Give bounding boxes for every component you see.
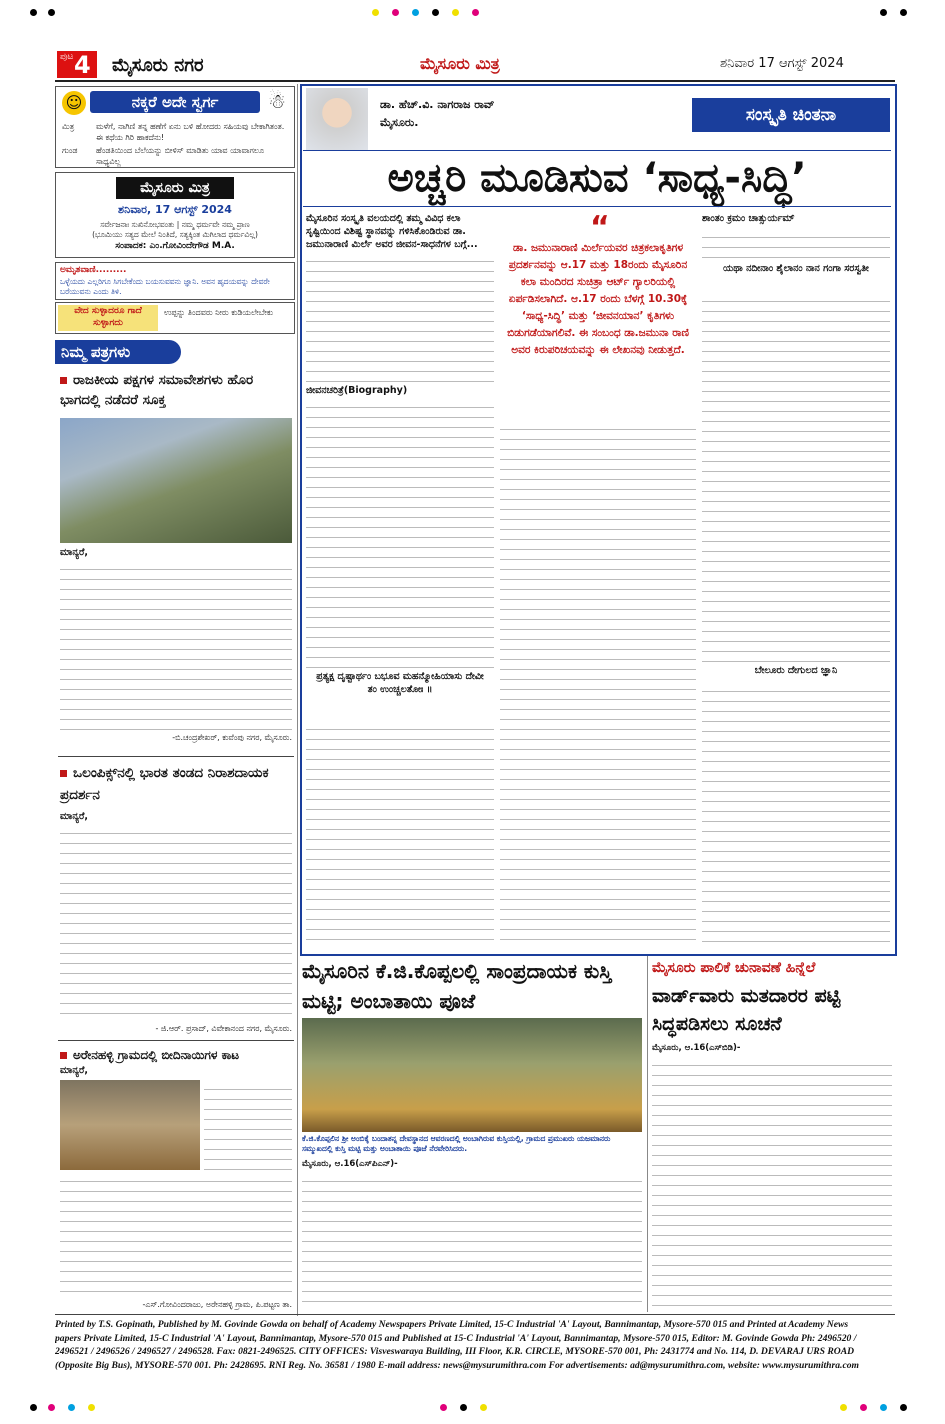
veda-box [55,302,295,334]
page-label: ಪುಟ [60,52,74,62]
letter-3-headline: ಅರೇನಹಳ್ಳಿ ಗ್ರಾಮದಲ್ಲಿ ಬೀದಿನಾಯಿಗಳ ಕಾಟ [73,1048,240,1062]
feature-verse: ಪ್ರತ್ಯಕ್ಷ ದೃಷ್ಟಾರ್ಥಂ ಬಭೂವ ಮಹನ್ಮೋಹಿಯಾಸು ದೇವೀ ತಂ ಉಂಚ್ಚಲತೋಃ ॥ [316,671,484,695]
divider [58,756,294,757]
stray-dogs-photo [60,1080,200,1170]
pullquote: ಡಾ. ಜಮುನಾರಾಣಿ ಮಿರ್ಲೆಯವರ ಚಿತ್ರಕಲಾಕೃತಿಗಳ ಪ್ರದರ್ಶನವನ್ನು ಆ.17 ಮತ್ತು 18ರಂದು ಮೈಸೂರಿನ ಕಲಾ ಮಂದಿರದ ಸುಚಿತ್ರಾ ಆರ್ಟ್ ಗ್ಯಾಲರಿಯಲ್ಲಿ ಏರ್ಪಡಿಸಲಾಗಿದೆ. ಆ.17 ರಂದು ಬೆಳಗ್ಗೆ 10.30ಕ್ಕೆ ‘ಸಾಧ್ಯ-ಸಿದ್ಧಿ’ ಮತ್ತು ‘ಜೀವನಯಾನ’ ಕೃತಿಗಳು ಬಿಡುಗಡೆಯಾಗಲಿವೆ. ಈ ಸಂಬಂಧ ಡಾ.ಜಮುನಾ ರಾಣಿ ಅವರ ಕಿರುಪರಿಚಯವನ್ನು ಈ ಲೇಖನವು ನೀಡುತ್ತದೆ. [507,242,689,356]
letter-3-body [60,1172,292,1296]
kusti-dateline: ಮೈಸೂರು, ಆ.16(ಎಸ್‌ಪಿಎನ್)- [302,1159,398,1169]
letter-3-lead: ಮಾನ್ಯರೆ, [60,1065,88,1076]
header-date: ಶನಿವಾರ 17 ಆಗಸ್ಟ್ 2024 [720,56,844,71]
nakkare-text-1: ಮಳೆಗೆ, ನಾಗಿಣಿ ತನ್ನ ಹಣೆಗೆ ಏನು ಬಳಿ ಹೋದರು ಸಹಿಯವು ಬೇಕಾಗಿತಂತ. ಈ ಕಥೆಯ ಗಿರಿ ಹಾಕದೆನು! [96,122,285,142]
imprint-line-4: (Opposite Big Bus), MYSORE-570 001. Ph: 2428695. RNI Reg. No. 36581 / 1980 E-mail address: news@mysurumithra.com For advertisements: ad@mysurumithra.com, website: www.mysurumithra.com [55,1359,859,1371]
veda-left: ವೇದ ಸುಳ್ಳಾದರೂ ಗಾದೆ ಸುಳ್ಳಾಗದು [58,305,158,331]
letter-2-signature: - ಜಿ.ಆರ್. ಪ್ರಸಾದ್, ವಿವೇಕಾನಂದ ನಗರ, ಮೈಸೂರು. [155,1024,292,1033]
bullet-icon [60,770,67,777]
kusti-body [302,1172,642,1310]
letter-2-title [60,762,290,806]
letter-3-title [60,1046,290,1064]
cartoon-icon: ☃ [268,89,286,113]
bullet-icon [60,377,67,384]
column-divider [647,956,648,1312]
masthead: ಮೈಸೂರು ಮಿತ್ರ [420,54,500,73]
election-body [652,1056,892,1310]
imprint-line-1: Printed by T.S. Gopinath, Published by M. Govinde Gowda on behalf of Academy Newspapers Private Limited, 15-C Industrial 'A' Layout, Bannimantap, Mysore-570 015 and Printed at Academy News [55,1319,849,1330]
amrutavani-box [55,262,295,300]
feature-lead: ಮೈಸೂರಿನ ಸಂಸ್ಕೃತಿ ವಲಯದಲ್ಲಿ ತಮ್ಮ ವಿವಿಧ ಕಲಾ ಸೃಷ್ಟಿಯಿಂದ ವಿಶಿಷ್ಟ ಸ್ಥಾನವನ್ನು ಗಳಿಸಿಕೊಂಡಿರುವ ಡಾ. ಜಮುನಾರಾಣಿ ಮಿರ್ಲೆ ಅವರ ಜೀವನ-ಸಾಧನೆಗಳ ಬಗ್ಗೆ... [306,213,478,250]
right-quote-2: ಬೇಲೂರು ದೇಗುಲದ ಜ್ಞಾನಿ [754,665,838,676]
imprint-line-2: papers Private Limited, 15-C Industrial 'A' Layout, Bannimantap, Mysore-570 015 and Published at 15-C Industrial 'A' Layout, Bannimantap, Mysore-570 015, Editor: M. Govinde Gowda Ph: 2496520 / [55,1332,857,1344]
letter-2-headline: ಒಲಂಪಿಕ್ಸ್‌ನಲ್ಲಿ ಭಾರತ ತಂಡದ ನಿರಾಶದಾಯಕ ಪ್ರದರ್ಶನ [60,765,269,803]
rally-photo [60,418,292,543]
election-headline: ವಾರ್ಡ್‌ವಾರು ಮತದಾರರ ಪಟ್ಟಿ ಸಿದ್ಧಪಡಿಸಲು ಸೂಚನೆ [652,985,841,1035]
election-kicker: ಮೈಸೂರು ಪಾಲಿಕೆ ಚುನಾವಣೆ ಹಿನ್ನೆಲೆ [652,960,816,976]
laugh-icon: ☺ [62,91,86,115]
masthead-editor: ಸಂಪಾದಕ: ಎಂ.ಗೋವಿಂದೇಗೌಡ M.A. [115,241,235,251]
nakkare-title: ನಕ್ಕರೆ ಅದೇ ಸ್ವರ್ಗ [90,91,260,113]
letter-1-headline: ರಾಜಕೀಯ ಪಕ್ಷಗಳ ಸಮಾವೇಶಗಳು ಹೊರ ಭಾಗದಲ್ಲಿ ನಡೆದರೆ ಸೂಕ್ತ [60,372,254,408]
kusti-headline: ಮೈಸೂರಿನ ಕೆ.ಜಿ.ಕೊಪ್ಪಲಲ್ಲಿ ಸಾಂಪ್ರದಾಯಕ ಕುಸ್ತಿ ಮಟ್ಟಿ; ಅಂಬಾತಾಯಿ ಪೂಜೆ [302,959,612,1013]
feature-col1-text-a [306,252,494,382]
masthead-motto-1: ಸರ್ವೇಜನಾಃ ಸುಖಿನೋಭವಂತು | ನಮ್ಮ ಧರ್ಮವೇ ನಮ್ಮ ಪ್ರಾಣ [100,220,250,229]
feature-headline [303,153,891,203]
feature-rule [303,150,891,151]
feature-headline-text: ಅಚ್ಚರಿ ಮೂಡಿಸುವ ‘ಸಾಧ್ಯ-ಸಿದ್ಧಿ’ [387,155,807,201]
column-title: ಸಂಸ್ಕೃತಿ ಚಿಂತನಾ [692,98,890,132]
bio-heading: ಜೀವನಚರಿತ್ರೆ(Biography) [306,385,408,396]
feature-col2-text [500,420,696,946]
letter-2-lead: ಮಾನ್ಯರೆ, [60,811,88,822]
nakkare-box [55,86,295,168]
feature-col3-text-b [702,292,890,662]
nakkare-label-2: ಗುಂಡ [62,146,78,155]
amrutavani-title: ಅಮೃತವಾಣಿ......... [60,265,127,275]
masthead-date: ಶನಿವಾರ, 17 ಆಗಸ್ಟ್ 2024 [118,203,232,216]
letter-1-title [60,370,290,410]
author-photo [306,88,368,150]
section-title: ಮೈಸೂರು ನಗರ [112,55,204,76]
letter-3-signature: -ಎಸ್.ಗೋವಿಂದರಾಜು, ಅರೇನಹಳ್ಳಿ ಗ್ರಾಮ, ಪಿ.ಪಟ್ಟಣ ತಾ. [142,1300,292,1309]
letter-3-side-text [204,1080,292,1170]
letter-1-body [60,560,292,730]
letter-1-lead: ಮಾನ್ಯರೆ, [60,547,88,558]
feature-col1-text-b [306,398,494,668]
right-quote: ಶಾಂತಂ ಕ್ರಮಂ ಚಾತ್ಸುರ್ಯಮ್ [702,213,795,224]
letter-2-body [60,824,292,1020]
imprint [55,1318,895,1372]
quote-open-icon: “ [590,210,610,245]
feature-col3-text-c [702,682,890,946]
right-verse: ಯಥಾ ನದೀನಾಂ ಶೈಲಾನಂ ನಾನ ಗಂಗಾ ಸರಸ್ವತೀ [723,263,869,274]
author-city: ಮೈಸೂರು. [380,116,419,129]
feature-rule [303,206,891,207]
letters-banner: ನಿಮ್ಮ ಪತ್ರಗಳು [55,340,181,364]
feature-col1-text-c [306,720,494,946]
column-divider [297,84,298,1316]
kusti-photo [302,1018,642,1132]
page-number: 4 [74,51,91,79]
bullet-icon [60,1052,67,1059]
imprint-line-3: 2496521 / 2496526 / 2496527 / 2496528. Fax: 0821-2496525. CITY OFFICES: Visveswaraya Building, III Floor, K.R. CIRCLE, MYSORE-570 001, Ph: 2431774 and No. 114, D. DEVARAJ URS ROAD [55,1346,855,1357]
kusti-caption: ಕೆ.ಜಿ.ಕೊಪ್ಪಲಿನ ಶ್ರೀ ಅಂಬಿಕೈ ಬಂದಾತನ್ನ ದೇವಸ್ಥಾನದ ಆವರಣದಲ್ಲಿ ಅಂಬಾಗಿರುವ ಕುಸ್ತಿಯಲ್ಲಿ, ಗ್ರಾಮದ ಪ್ರಮುಖರು ಯಜಮಾನರು ಸಮ್ಮುಖದಲ್ಲಿ ಕುಸ್ತಿ ಮಟ್ಟಿ ಮತ್ತು ಅಂಬಾತಾಯಿ ಪೂಜೆ ನೆರವೇರಿಸಿದರು. [302,1134,611,1153]
veda-right: ಉಪ್ಪನ್ನು ತಿಂದವರು ನೀರು ಕುಡಿಯಲೇಬೇಕು [164,308,274,317]
divider [58,1040,294,1041]
masthead-logo: ಮೈಸೂರು ಮಿತ್ರ [116,177,234,199]
nakkare-text-2: ಹೆಂಡತಿಯಿಂದ ಬೆಲೆಯನ್ನು ಬೀಳಿಸ್ ಮಾಡಿತು ಯಾವ ಯಾವಾಗಲೂ ಸಾಧ್ಯವಿಲ್ಲ [96,146,265,166]
amrutavani-text: ಒಳ್ಳೆಯದು ಎಲ್ಲರಿಗೂ ಸಿಗಬೇಕೆಂದು ಬಯಸುವವನು ಜ್ಞಾನಿ. ಅವನ ಹೃದಯವನ್ನು ದೇವರೇ ಬರೆಯುವನು ಎಂದು ತಿಳಿ. [60,277,270,296]
letter-1-signature: -ಬಿ.ಚಂದ್ರಶೇಖರ್, ಕುವೆಂಪು ನಗರ, ಮೈಸೂರು. [172,733,292,742]
nakkare-label-1: ಮಿತ್ರ [62,122,75,131]
masthead-box [55,172,295,258]
masthead-motto-2: (ಭೂಮಿಯು ಸತ್ಯದ ಮೇಲೆ ನಿಂತಿದೆ, ಸತ್ಯಕ್ಕಿಂತ ಮಿಗಿಲಾದ ಧರ್ಮವಿಲ್ಲ) [92,230,258,239]
election-dateline: ಮೈಸೂರು, ಆ.16(ಎಸ್‌ಬಿಡಿ)- [652,1043,741,1053]
author-name: ಡಾ. ಹೆಚ್.ವಿ. ನಾಗರಾಜ ರಾವ್ [380,98,495,111]
feature-col3-text-a [702,228,890,258]
footer-rule [55,1314,895,1315]
